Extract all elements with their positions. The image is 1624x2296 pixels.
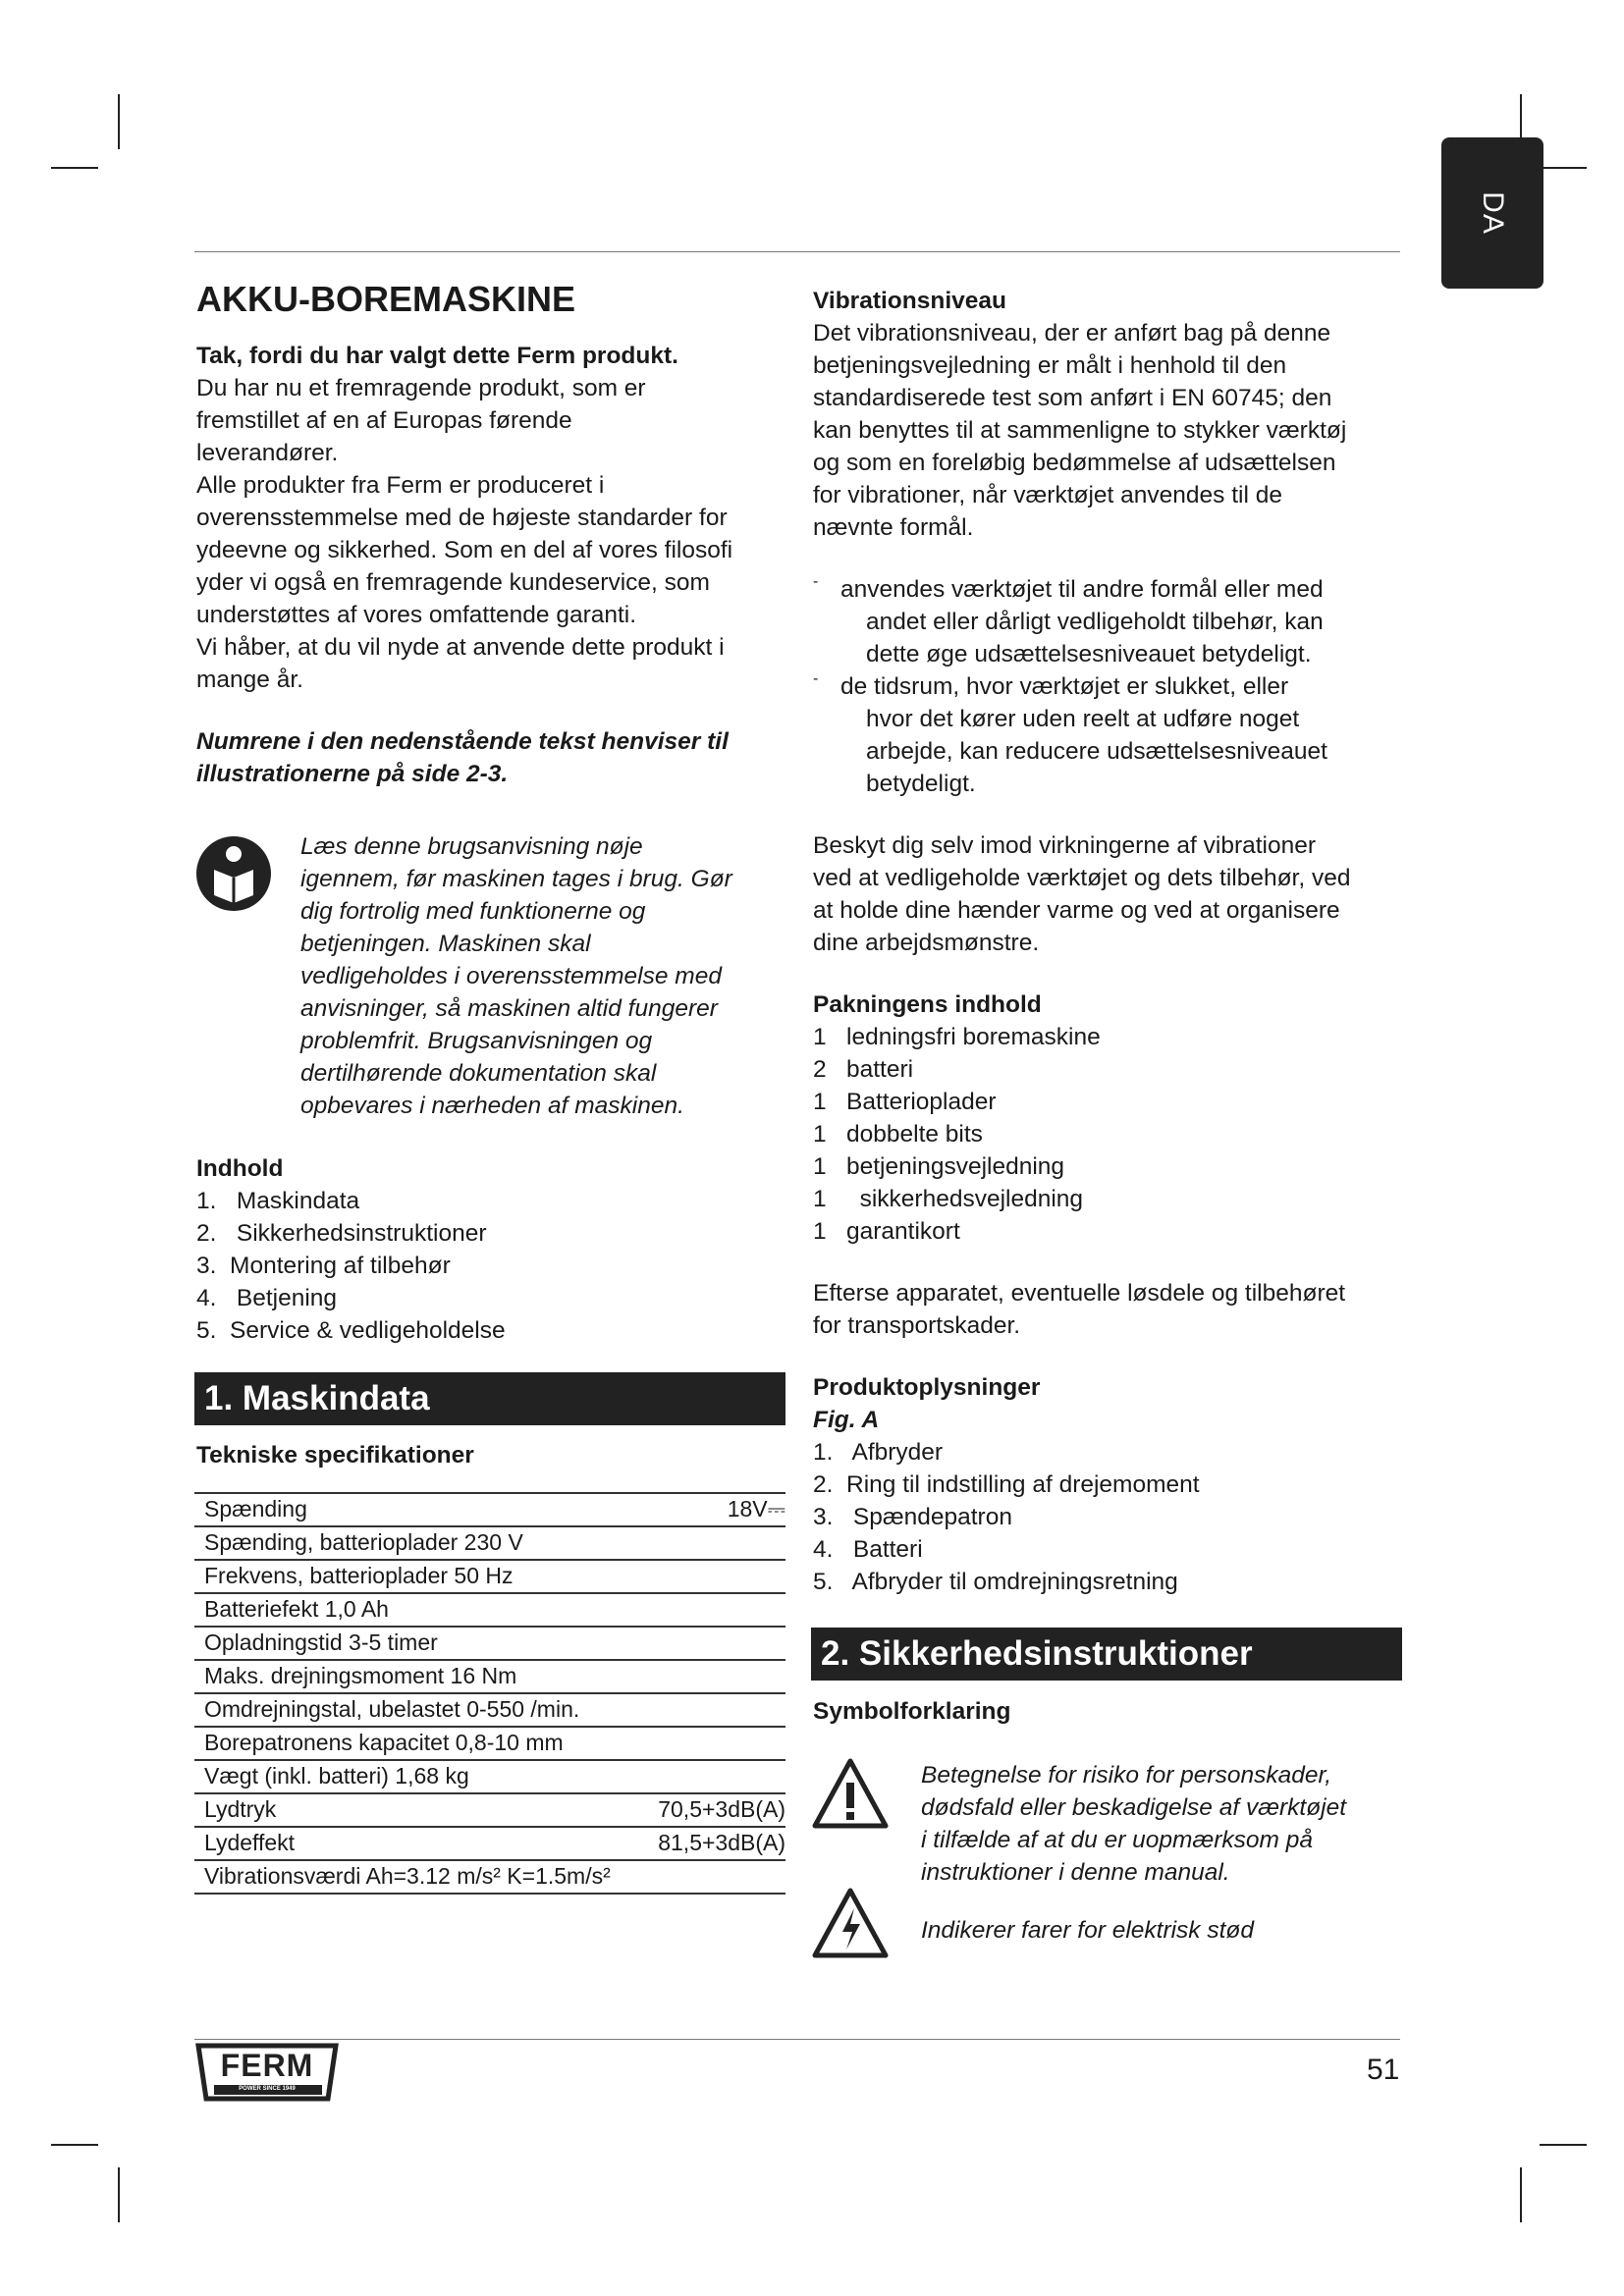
package-heading: Pakningens indhold (813, 991, 1042, 1018)
spec-value: 81,5+3dB(A) (658, 1830, 785, 1855)
package-item: 1 betjeningsvejledning (813, 1153, 1065, 1180)
thanks-heading: Tak, fordi du har valgt dette Ferm produkt. (196, 343, 678, 369)
ferm-logo (194, 2042, 340, 2103)
spec-row (194, 1828, 785, 1861)
intro-line: Vi håber, at du vil nyde at anvende dette produkt i (196, 634, 725, 661)
manual-line: anvisninger, så maskinen altid fungerer (300, 995, 718, 1022)
intro-line: overensstemmelse med de højeste standarder for (196, 505, 728, 531)
vib-line: Det vibrationsniveau, der er anført bag på denne (813, 320, 1331, 347)
package-item: 1 dobbelte bits (813, 1121, 983, 1148)
dash-line: arbejde, kan reducere udsættelsesniveauet (866, 738, 1327, 765)
intro-line: understøttes af vores omfattende garanti. (196, 602, 637, 628)
intro-line: leverandører. (196, 440, 339, 466)
spec-label: Opladningstid 3-5 timer (204, 1629, 438, 1655)
spec-row (194, 1594, 785, 1628)
dash-line: andet eller dårligt vedligeholdt tilbehør, kan (866, 609, 1324, 635)
page-title: AKKU-BOREMASKINE (196, 279, 575, 319)
warning-line: i tilfælde af at du er uopmærksom på (921, 1827, 1313, 1853)
vib-line: kan benyttes til at sammenligne to stykker værktøj (813, 417, 1347, 444)
spec-table (194, 1492, 785, 1895)
crop-mark (51, 167, 98, 169)
inspect-line: Efterse apparatet, eventuelle løsdele og tilbehøret (813, 1280, 1346, 1307)
intro-line: mange år. (196, 667, 303, 693)
contents-item: 3. Montering af tilbehør (196, 1253, 451, 1279)
package-item: 1 ledningsfri boremaskine (813, 1024, 1101, 1050)
spec-heading: Tekniske specifikationer (196, 1442, 474, 1468)
warning-text (921, 1759, 1412, 1889)
manual-line: dertilhørende dokumentation skal (300, 1060, 657, 1087)
contents-item: 1. Maskindata (196, 1188, 360, 1214)
contents (196, 1152, 785, 1347)
spec-label: Lydtryk (204, 1796, 277, 1822)
language-tab (1441, 137, 1543, 289)
dash-line: hvor det kører uden reelt at udføre noget (866, 706, 1300, 732)
product-info (813, 1371, 1402, 1598)
crop-mark (51, 2144, 98, 2146)
warning-line: Betegnelse for risiko for personskader, (921, 1762, 1332, 1789)
spec-label: Frekvens, batterioplader 50 Hz (204, 1563, 514, 1588)
contents-item: 4. Betjening (196, 1285, 338, 1311)
warning-line: dødsfald eller beskadigelse af værktøjet (921, 1794, 1347, 1821)
product-item: 4. Batteri (813, 1536, 923, 1563)
package-item: 1 sikkerhedsvejledning (813, 1186, 1084, 1212)
spec-label: Maks. drejningsmoment 16 Nm (204, 1663, 517, 1688)
protect-text (813, 829, 1402, 959)
left-intro (196, 279, 785, 790)
bottom-rule (194, 2039, 1400, 2040)
intro-line: fremstillet af en af Europas førende (196, 407, 572, 434)
spec-label: Borepatronens kapacitet 0,8-10 mm (204, 1730, 564, 1755)
figure-ref: Fig. A (813, 1407, 880, 1433)
package-item: 1 garantikort (813, 1218, 960, 1245)
electric-shock-icon (811, 1887, 890, 1959)
inspect-line: for transportskader. (813, 1312, 1021, 1339)
intro-line: yder vi også en fremragende kundeservice, som (196, 569, 710, 596)
contents-heading: Indhold (196, 1155, 284, 1182)
spec-label: Batteriefekt 1,0 Ah (204, 1596, 389, 1622)
intro-line: ydeevne og sikkerhed. Som en del af vores filosofi (196, 537, 733, 563)
product-item: 2. Ring til indstilling af drejemoment (813, 1471, 1200, 1498)
numbers-note (196, 725, 785, 790)
vib-line: og som en foreløbig bedømmelse af udsættelsen (813, 450, 1336, 476)
manual-line: betjeningen. Maskinen skal (300, 931, 591, 957)
vib-line: standardiserede test som anført i EN 60745; den (813, 385, 1332, 411)
dash-line: dette øge udsættelsesniveauet betydeligt. (866, 641, 1312, 667)
read-manual-icon (194, 834, 273, 913)
vib-line: betjeningsvejledning er målt i henhold til den (813, 352, 1287, 379)
protect-line: at holde dine hænder varme og ved at organisere (813, 897, 1340, 924)
crop-mark (118, 94, 120, 149)
section-1-title: 1. Maskindata (194, 1372, 785, 1425)
spec-row (194, 1794, 785, 1828)
package-item: 2 batteri (813, 1056, 914, 1083)
vibration-heading: Vibrationsniveau (813, 288, 1006, 314)
warning-icon (811, 1757, 890, 1830)
dash-item: - de tidsrum, hvor værktøjet er slukket, eller hvor det kører uden reelt at udføre noget arbejde, kan reducere udsættelsesniveauet betydeligt. (813, 670, 1402, 800)
dash-line: betydeligt. (866, 771, 976, 797)
symbol-heading: Symbolforklaring (813, 1698, 1011, 1725)
contents-item: 2. Sikkerhedsinstruktioner (196, 1220, 487, 1247)
dash-line: anvendes værktøjet til andre formål eller med (840, 576, 1324, 603)
manual-line: igennem, før maskinen tages i brug. Gør (300, 866, 732, 892)
vib-line: nævnte formål. (813, 514, 974, 541)
spec-row (194, 1861, 785, 1895)
note-line: Numrene i den nedenstående tekst henviser til (196, 728, 729, 755)
spec-value: 70,5+3dB(A) (658, 1796, 785, 1822)
product-heading: Produktoplysninger (813, 1374, 1041, 1401)
vibration-section (813, 285, 1402, 1598)
crop-mark (1520, 2167, 1522, 2222)
protect-line: Beskyt dig selv imod virkningerne af vibrationer (813, 832, 1317, 859)
crop-mark (1540, 167, 1587, 169)
language-tab-label: DA (1477, 191, 1509, 235)
contents-item: 5. Service & vedligeholdelse (196, 1317, 506, 1344)
protect-line: ved at vedligeholde værktøjet og dets tilbehør, ved (813, 865, 1351, 891)
top-rule (194, 251, 1400, 252)
spec-row (194, 1661, 785, 1694)
intro-line: Alle produkter fra Ferm er produceret i (196, 472, 605, 499)
product-item: 3. Spændepatron (813, 1504, 1012, 1530)
manual-line: problemfrit. Brugsanvisningen og (300, 1028, 653, 1054)
package-item: 1 Batterioplader (813, 1089, 997, 1115)
manual-line: vedligeholdes i overensstemmelse med (300, 963, 722, 989)
manual-line: opbevares i nærheden af maskinen. (300, 1093, 684, 1119)
spec-label: Lydeffekt (204, 1830, 296, 1855)
product-item: 1. Afbryder (813, 1439, 944, 1466)
manual-line: Læs denne brugsanvisning nøje (300, 833, 643, 860)
spec-label: Omdrejningstal, ubelastet 0-550 /min. (204, 1696, 580, 1722)
spec-value: 18V⎓ (727, 1496, 785, 1522)
spec-row (194, 1561, 785, 1594)
spec-label: Vibrationsværdi Ah=3.12 m/s² K=1.5m/s² (204, 1863, 611, 1889)
logo-subtext: POWER SINCE 1949 (239, 2086, 296, 2092)
manual-line: dig fortrolig med funktionerne og (300, 898, 646, 925)
warning-line: instruktioner i denne manual. (921, 1859, 1230, 1886)
product-item: 5. Afbryder til omdrejningsretning (813, 1569, 1178, 1595)
spec-row (194, 1492, 785, 1527)
read-manual-text (300, 830, 791, 1122)
vib-line: for vibrationer, når værktøjet anvendes til de (813, 482, 1282, 508)
spec-label: Vægt (inkl. batteri) 1,68 kg (204, 1763, 469, 1789)
crop-mark (118, 2167, 120, 2222)
note-line: illustrationerne på side 2-3. (196, 761, 509, 787)
crop-mark (1540, 2144, 1587, 2146)
inspect-text (813, 1277, 1402, 1342)
dash-line: de tidsrum, hvor værktøjet er slukket, eller (840, 673, 1289, 700)
protect-line: dine arbejdsmønstre. (813, 930, 1040, 956)
spec-row (194, 1628, 785, 1661)
intro-text (196, 372, 785, 696)
spec-row (194, 1728, 785, 1761)
electric-text: Indikerer farer for elektrisk stød (921, 1917, 1255, 1944)
logo-text: FERM (220, 2048, 314, 2083)
spec-row (194, 1761, 785, 1794)
section-2-title: 2. Sikkerhedsinstruktioner (811, 1628, 1402, 1681)
intro-line: Du har nu et fremragende produkt, som er (196, 375, 646, 401)
spec-label: Spænding, batterioplader 230 V (204, 1529, 523, 1555)
dash-item: - anvendes værktøjet til andre formål eller med andet eller dårligt vedligeholdt tilbehør, kan dette øge udsættelsesniveauet betydeligt. (813, 573, 1402, 670)
spec-row (194, 1527, 785, 1561)
package-contents (813, 988, 1402, 1248)
dash-list (813, 573, 1402, 800)
page-number: 51 (1367, 2054, 1400, 2086)
spec-label: Spænding (204, 1496, 307, 1522)
spec-row (194, 1694, 785, 1728)
